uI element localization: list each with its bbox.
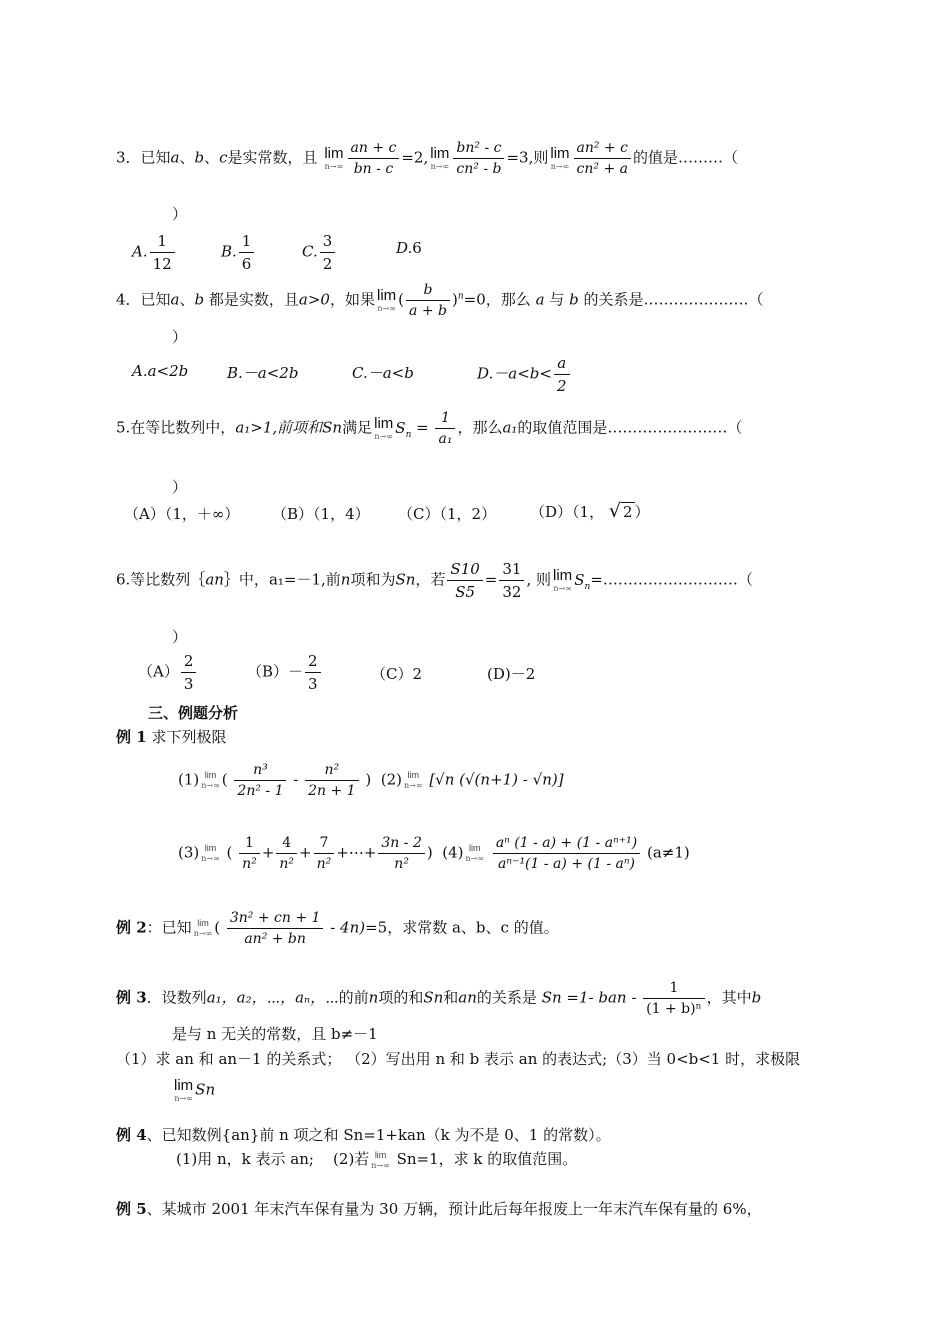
q6-option-b: （B）－ $\frac{2}{3}$ bbox=[247, 652, 323, 693]
example-4: 例 4、已知数例{an}前 n 项之和 Sn=1+kan（k 为不是 0、1 的常数）。 bbox=[116, 1126, 611, 1144]
q3-lim-2: lim n→∞ bbox=[430, 145, 450, 171]
q3-fraction-3: $\frac{\text{an² + c}}{\text{cn² + a}}$ bbox=[574, 140, 631, 177]
q4-option-c: C.－a<b bbox=[352, 364, 414, 382]
q4-option-a: A.a<2b bbox=[132, 362, 189, 380]
sqrt-icon: √ 2 bbox=[608, 500, 633, 522]
section-title: 三、例题分析 bbox=[148, 704, 239, 722]
question-4: 4．已知a、b 都是实数，且a>0，如果 lim n→∞ ( $\frac{b}{a + b}$ )$^n$=0，那么 a 与 b 的关系是…………………（ bbox=[116, 282, 764, 319]
example-5: 例 5、某城市 2001 年末汽车保有量为 30 万辆，预计此后每年报废上一年末汽车保有量的 6%， bbox=[116, 1200, 762, 1218]
q4-option-b: B.－a<2b bbox=[227, 364, 299, 382]
q5-option-a: （A）（1，＋∞） bbox=[124, 505, 240, 523]
q3-fraction-2: $\frac{\text{bn² - c}}{\text{cn² - b}}$ bbox=[453, 140, 504, 177]
q6-option-d: (D)－2 bbox=[487, 665, 536, 683]
q3-option-a: A. $\frac{1}{12}$ bbox=[132, 232, 177, 273]
q6-close: ） bbox=[172, 628, 188, 646]
question-3: 3．已知a、b、c是实常数，且 lim n→∞ $\frac{an + c}{bn - c}$ =2, lim n→∞ $\frac{\text{bn² - c}}{\text{cn² - b}}$ =3,则 lim n→∞ $\frac{\text{an² + c}}{\text{cn² + a}}$ 的值是………（ bbox=[116, 140, 739, 177]
q6-lim: lim n→∞ bbox=[553, 567, 573, 593]
q5-fraction: $\frac{1}{\text{a₁}}$ bbox=[435, 410, 455, 447]
example-3-line-2: 是与 n 无关的常数，且 b≠－1 bbox=[172, 1025, 378, 1043]
q3-close: ） bbox=[172, 205, 188, 223]
q5-option-d: （D）（1， √ 2 ） bbox=[530, 500, 650, 522]
q5-option-b: （B）（1，4） bbox=[272, 505, 370, 523]
example-2: 例 2：已知 lim n→∞ ( $\frac{\text{3n² + cn + 1}}{\text{an² + bn}}$ - 4n)=5，求常数 a、b、c 的值。 bbox=[116, 910, 559, 947]
q5-lim: lim n→∞ bbox=[374, 415, 394, 441]
q4-option-d: D.－a<b< $\frac{a}{2}$ bbox=[477, 354, 572, 395]
q6-option-c: （C）2 bbox=[371, 665, 423, 683]
example-3: 例 3．设数列a₁，a₂，⋯，aₙ，⋯的前n项的和Sn和an的关系是 Sn =1- ban - $\frac{1}{\text{(1 + b)ⁿ}}$ ，其中b bbox=[116, 980, 762, 1017]
example-3-line-3: （1）求 an 和 an－1 的关系式； （2）写出用 n 和 b 表示 an 的表达式;（3）当 0<b<1 时，求极限 bbox=[116, 1050, 801, 1068]
q6-fraction-2: $\frac{31}{32}$ bbox=[499, 560, 524, 601]
q3-option-d: D.6 bbox=[396, 239, 422, 257]
example-1-part-1-2: (1) lim n→∞ ( $\frac{\text{n³}}{\text{2n² - 1}}$ - $\frac{\text{n²}}{2n + 1}$ ) (2) lim n→∞ [√n (√(n+1) - √n)] bbox=[178, 762, 564, 799]
example-4-line-2: (1)用 n，k 表示 an; (2)若 lim n→∞ Sn=1，求 k 的取值范围。 bbox=[176, 1149, 578, 1170]
q6-option-a: （A） $\frac{2}{3}$ bbox=[138, 652, 198, 693]
q4-close: ） bbox=[172, 328, 188, 346]
q5-close: ） bbox=[172, 478, 188, 496]
q3-prefix: 3．已知 bbox=[116, 148, 171, 167]
q6-fraction-1: $\frac{S10}{S5}$ bbox=[447, 560, 482, 601]
q3-option-b: B. $\frac{1}{6}$ bbox=[221, 232, 256, 273]
q3-lim-1: lim n→∞ bbox=[324, 145, 344, 171]
question-6: 6.等比数列｛an｝中，a₁=－1,前n项和为Sn，若 $\frac{S10}{S5}$ = $\frac{31}{32}$ , 则 lim n→∞ $S_n=\dots\dots\dots\dots\dots\dots\dots\dots\dots$（ bbox=[116, 560, 753, 601]
q4-lim: lim n→∞ bbox=[377, 287, 397, 313]
q4-fraction: $\frac{b}{a + b}$ bbox=[406, 282, 450, 319]
example-1-part-3-4: (3) lim n→∞ ( $\frac{1}{\text{n²}}$ + $\frac{4}{\text{n²}}$ + $\frac{7}{\text{n²}}$ +⋯+ $\frac{3n - 2}{\text{n²}}$ ) (4) lim n→∞ $\frac{\text{aⁿ (1 - a) + (1 - aⁿ⁺¹)}}{\text{aⁿ⁻¹(1 - a) + (1 - aⁿ)}}$ (a≠1) bbox=[178, 835, 690, 872]
example-1-heading: 例 1 求下列极限 bbox=[116, 728, 227, 746]
example-3-lim: lim n→∞ Sn bbox=[174, 1077, 216, 1103]
q3-option-c: C. $\frac{3}{2}$ bbox=[302, 232, 337, 273]
q3-lim-3: lim n→∞ bbox=[550, 145, 570, 171]
q5-option-c: （C）（1，2） bbox=[398, 505, 497, 523]
q3-fraction-1: $\frac{an + c}{bn - c}$ bbox=[348, 140, 400, 177]
question-5: 5.在等比数列中，a₁>1,前项和Sn满足 lim n→∞ $S_n$ = $\frac{1}{\text{a₁}}$ ，那么a₁的取值范围是……………………（ bbox=[116, 410, 743, 447]
